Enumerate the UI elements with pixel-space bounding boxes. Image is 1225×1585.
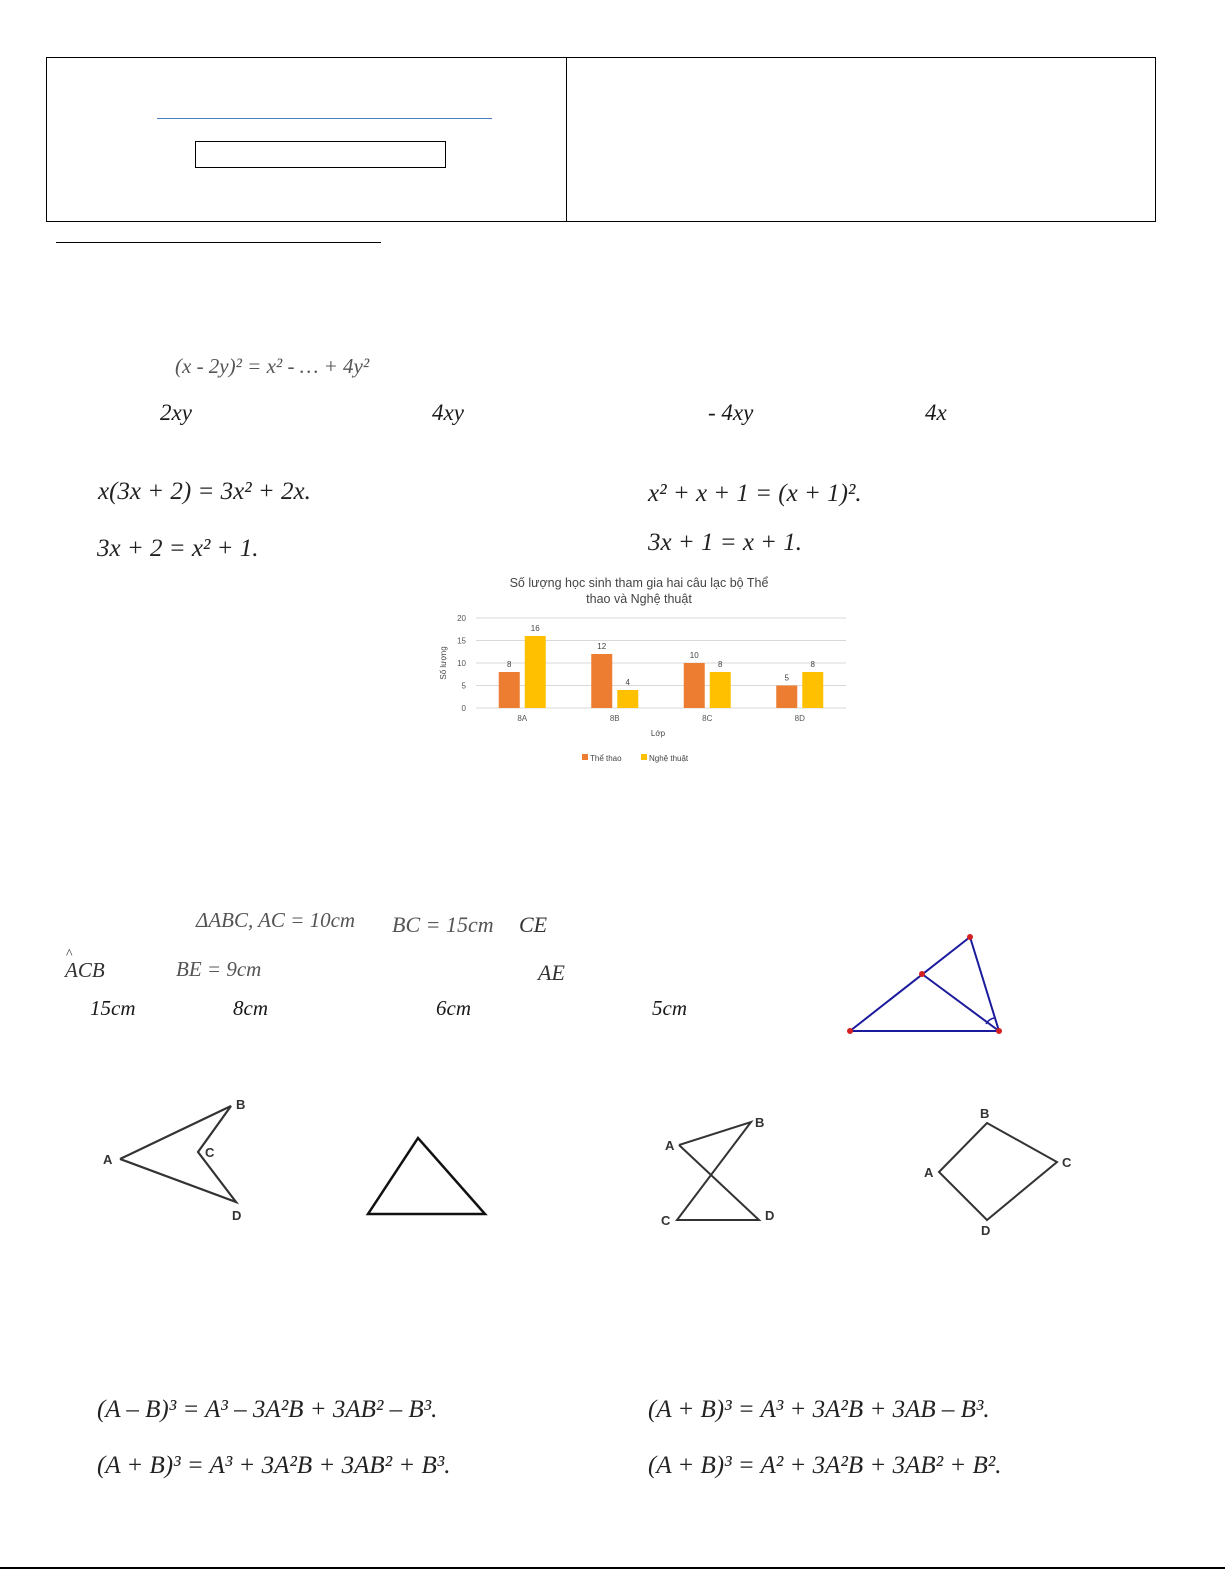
triangle-shape — [368, 1138, 485, 1214]
concave-quadrilateral — [120, 1106, 236, 1202]
q3-option-b: 8cm — [233, 996, 268, 1020]
exam-code-box — [195, 141, 446, 168]
chart-data-label: 10 — [689, 651, 699, 660]
q2-option-c: 3x + 2 = x² + 1. — [97, 535, 259, 562]
chart-x-tick-label: 8C — [702, 714, 713, 723]
fig3-label-d: D — [765, 1208, 775, 1223]
q1-option-c: - 4xy — [708, 400, 754, 425]
q5-option-d: (A + B)³ = A² + 3A²B + 3AB² + B². — [648, 1452, 1002, 1479]
q3-text-bc: BC = 15cm — [392, 912, 494, 937]
quadrilateral-figure-4 — [915, 1100, 1085, 1240]
q5-option-c: (A + B)³ = A³ + 3A²B + 3AB² + B³. — [97, 1452, 451, 1479]
fig4-label-c: C — [1062, 1155, 1072, 1170]
fig1-label-b: B — [236, 1097, 246, 1112]
q3-option-a: 15cm — [90, 996, 136, 1020]
angle-hat-mark: ^ — [66, 947, 73, 962]
point-a — [847, 1028, 853, 1034]
fig1-label-a: A — [103, 1152, 113, 1167]
chart-bar — [591, 654, 612, 708]
q3-text-ae: AE — [538, 960, 565, 985]
legend-label-nghe-thuat: Nghệ thuật — [649, 754, 689, 763]
chart-data-label: 16 — [530, 624, 540, 633]
school-name-underline — [157, 118, 492, 119]
section-title-underline — [56, 242, 381, 243]
q1-option-d: 4x — [925, 400, 947, 425]
legend-swatch-the-thao — [582, 754, 588, 760]
chart-bar — [617, 690, 638, 708]
chart-data-label: 12 — [597, 642, 607, 651]
fig3-label-b: B — [755, 1115, 765, 1130]
q1-option-b: 4xy — [432, 400, 464, 425]
chart-data-label: 8 — [718, 660, 723, 669]
triangle-figure — [840, 925, 1020, 1045]
point-c — [996, 1028, 1002, 1034]
q2-option-b: x² + x + 1 = (x + 1)². — [648, 480, 862, 507]
fig4-label-b: B — [980, 1106, 990, 1121]
q3-text-be: BE = 9cm — [176, 957, 262, 981]
crossed-quadrilateral — [677, 1122, 759, 1220]
fig4-label-a: A — [924, 1165, 934, 1180]
legend-label-the-thao: Thể thao — [590, 754, 622, 763]
chart-bar — [776, 686, 797, 709]
chart-bar — [525, 636, 546, 708]
chart-y-tick-label: 10 — [457, 659, 466, 668]
header-divider — [566, 57, 567, 222]
segment-right-side — [970, 937, 999, 1031]
chart-bar — [684, 663, 705, 708]
chart-y-tick-label: 0 — [461, 704, 466, 713]
legend-swatch-nghe-thuat — [641, 754, 647, 760]
fig3-label-c: C — [661, 1213, 671, 1228]
quadrilateral-figure-3 — [655, 1105, 795, 1235]
chart-y-tick-label: 15 — [457, 636, 466, 646]
header-box — [46, 57, 1156, 222]
q1-equation: (x - 2y)² = x² - … + 4y² — [175, 354, 370, 378]
chart-data-label: 4 — [625, 678, 630, 687]
fig1-label-d: D — [232, 1208, 242, 1223]
chart-bar — [802, 672, 823, 708]
point-b — [967, 934, 973, 940]
q3-text-acb: ACB — [65, 958, 105, 982]
q3-text-ce: CE — [519, 912, 548, 937]
chart-x-tick-label: 8B — [609, 714, 620, 723]
q1-option-a: 2xy — [160, 400, 192, 425]
bar-chart — [432, 570, 857, 770]
segment-left-side — [850, 937, 970, 1031]
q2-option-a: x(3x + 2) = 3x² + 2x. — [98, 478, 311, 505]
point-e — [919, 971, 925, 977]
page-bottom-border — [0, 1567, 1225, 1569]
chart-y-axis-label: Số lượng — [439, 646, 448, 680]
q2-option-d: 3x + 1 = x + 1. — [648, 529, 803, 556]
chart-data-label: 8 — [810, 660, 815, 669]
fig1-label-c: C — [205, 1145, 215, 1160]
q5-option-a: (A – B)³ = A³ – 3A²B + 3AB² – B³. — [97, 1396, 438, 1423]
chart-title-line-2: thao và Nghệ thuật — [586, 592, 692, 606]
chart-bar — [499, 672, 520, 708]
chart-title-line-1: Số lượng học sinh tham gia hai câu lạc bộ Thể — [509, 576, 769, 590]
q5-option-b: (A + B)³ = A³ + 3A²B + 3AB – B³. — [648, 1396, 990, 1423]
convex-quadrilateral — [939, 1123, 1057, 1220]
q3-text-triangle: ΔABC, AC = 10cm — [196, 908, 356, 932]
chart-x-axis-label: Lớp — [650, 729, 666, 738]
quadrilateral-figure-1 — [95, 1090, 265, 1230]
chart-y-tick-label: 5 — [461, 681, 466, 691]
chart-x-tick-label: 8A — [517, 714, 528, 723]
chart-bar — [710, 672, 731, 708]
triangle-figure-2 — [360, 1130, 500, 1222]
chart-x-tick-label: 8D — [794, 714, 805, 723]
chart-data-label: 5 — [784, 673, 789, 683]
fig3-label-a: A — [665, 1138, 675, 1153]
q3-option-c: 6cm — [436, 996, 471, 1020]
fig4-label-d: D — [981, 1223, 991, 1238]
q3-option-d: 5cm — [652, 996, 687, 1020]
chart-data-label: 8 — [507, 660, 512, 669]
chart-y-tick-label: 20 — [457, 614, 466, 623]
